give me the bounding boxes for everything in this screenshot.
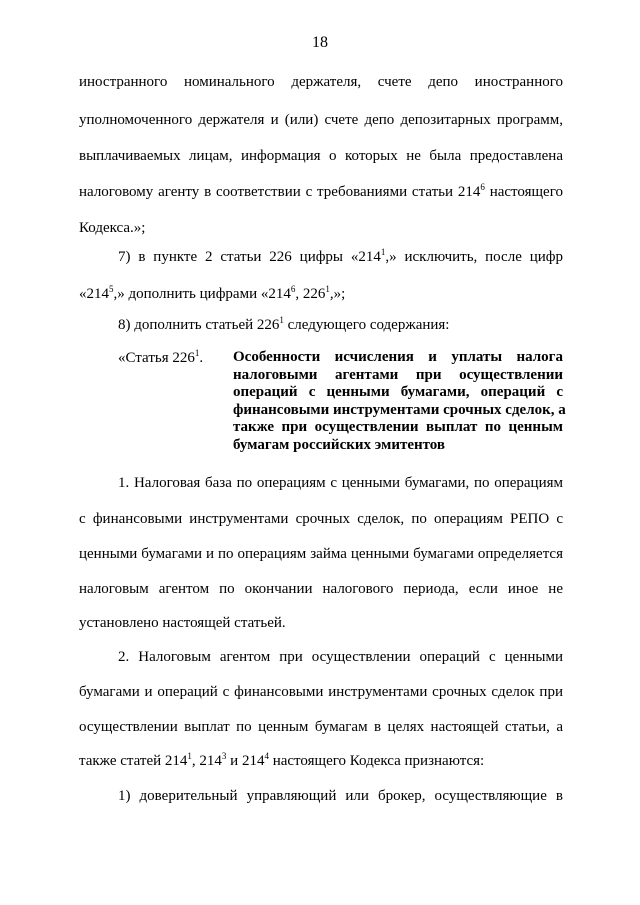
text-line: 7) в пункте 2 статьи 226 цифры «$214^1$,» исключить, после цифр bbox=[118, 247, 563, 265]
text-line: налоговым агентом по окончании налогового периода, если иное не bbox=[79, 581, 563, 597]
text-line: уполномоченного держателя и (или) счете депо депозитарных программ, bbox=[79, 112, 563, 128]
heading-line: финансовыми инструментами срочных сделок, а bbox=[233, 401, 566, 418]
text-line: также статей $214^1$, $214^3$ и $214^4$ настоящего Кодекса признаются: bbox=[79, 751, 485, 769]
text-line: с финансовыми инструментами срочных сделок, по операциям РЕПО с bbox=[79, 511, 563, 527]
superscript: 5 bbox=[109, 284, 114, 294]
superscript: 6 bbox=[290, 284, 296, 294]
superscript: 1 bbox=[279, 315, 284, 325]
text-line: осуществлении выплат по ценным бумагам в целях настоящей статьи, а bbox=[79, 719, 563, 735]
superscript: 1 bbox=[187, 751, 192, 761]
superscript: 1 bbox=[325, 284, 330, 294]
heading-line: налоговыми агентами при осуществлении bbox=[233, 366, 563, 383]
text-line: 1. Налоговая база по операциям с ценными бумагами, по операциям bbox=[118, 475, 563, 491]
article-label: «Статья $226^1$. bbox=[118, 348, 204, 366]
superscript: 6 bbox=[480, 182, 485, 192]
text-line: выплачиваемых лицам, информация о которых не была предоставлена bbox=[79, 148, 563, 164]
heading-line: операций с ценными бумагами, операций с bbox=[233, 384, 563, 400]
heading-line: также при осуществлении выплат по ценным bbox=[233, 419, 563, 435]
text-line: иностранного номинального держателя, счете депо иностранного bbox=[79, 74, 563, 90]
text-line: установлено настоящей статьей. bbox=[79, 615, 286, 631]
text-line: 2. Налоговым агентом при осуществлении операций с ценными bbox=[118, 649, 563, 665]
text-line: налоговому агенту в соответствии с требованиями статьи $214^6$ настоящего bbox=[79, 182, 563, 200]
page-number: 18 bbox=[312, 34, 328, 51]
superscript: 1 bbox=[380, 247, 386, 257]
text-line: «$214^5$,» дополнить цифрами «$214^6$, $226^1$,»; bbox=[79, 284, 346, 302]
heading-line: бумагам российских эмитентов bbox=[233, 436, 446, 453]
text-line: Кодекса.»; bbox=[79, 220, 146, 236]
superscript: 3 bbox=[221, 751, 227, 761]
superscript: 4 bbox=[264, 751, 269, 761]
text-line: 8) дополнить статьей $226^1$ следующего содержания: bbox=[118, 315, 450, 333]
text-line: ценными бумагами и по операциям займа ценными бумагами определяется bbox=[79, 546, 563, 562]
article-heading bbox=[233, 349, 566, 454]
heading-line: Особенности исчисления и уплаты налога bbox=[233, 349, 563, 365]
text-line: бумагами и операций с финансовыми инструментами срочных сделок при bbox=[79, 684, 563, 700]
text-line: 1) доверительный управляющий или брокер, осуществляющие в bbox=[118, 788, 563, 804]
superscript: 1 bbox=[194, 348, 200, 358]
